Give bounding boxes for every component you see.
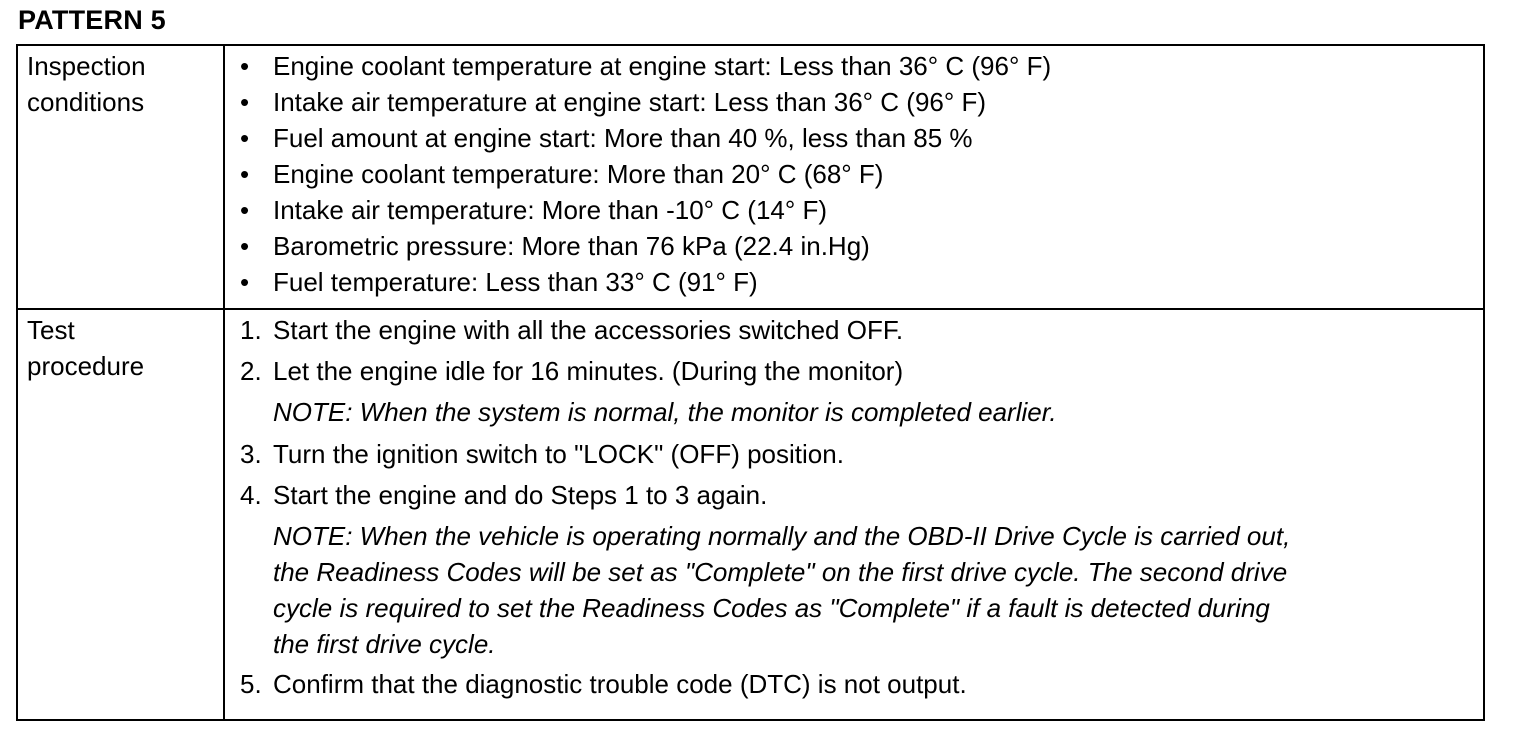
procedure-step (240, 666, 1467, 707)
condition-text: Fuel temperature: Less than 33° C (91° F) (273, 267, 758, 297)
step-number: 5. (240, 669, 262, 699)
condition-item (240, 228, 1467, 264)
step-number: 3. (240, 439, 262, 469)
note-line: the Readiness Codes will be set as "Complete" on the first drive cycle. The second drive (273, 557, 1288, 587)
test-procedure-content (224, 309, 1484, 720)
step-text: Start the engine with all the accessories switched OFF. (273, 315, 904, 345)
condition-item (240, 264, 1467, 300)
procedure-step (240, 477, 1467, 518)
step-text: Confirm that the diagnostic trouble code (DTC) is not output. (273, 669, 967, 699)
bullet-icon: • (240, 159, 250, 189)
conditions-list (240, 48, 1467, 300)
pattern-table (16, 44, 1485, 721)
bullet-icon: • (240, 195, 250, 225)
condition-text: Fuel amount at engine start: More than 40 %, less than 85 % (273, 123, 973, 153)
condition-item (240, 156, 1467, 192)
condition-item (240, 48, 1467, 84)
step-text: Start the engine and do Steps 1 to 3 again. (273, 480, 768, 510)
step-number: 2. (240, 356, 262, 386)
row-label-test-procedure (17, 309, 224, 720)
condition-text: Barometric pressure: More than 76 kPa (22.4 in.Hg) (273, 231, 870, 261)
inspection-conditions-row (17, 45, 1484, 309)
row-label-line: procedure (27, 351, 145, 381)
procedure-step (240, 312, 1467, 353)
step-number: 1. (240, 315, 262, 345)
bullet-icon: • (240, 51, 250, 81)
condition-text: Engine coolant temperature: More than 20° C (68° F) (273, 159, 884, 189)
step-text: Let the engine idle for 16 minutes. (During the monitor) (273, 356, 904, 386)
page-title: PATTERN 5 (18, 5, 166, 35)
condition-text: Intake air temperature: More than -10° C (14° F) (273, 195, 828, 225)
condition-item (240, 192, 1467, 228)
bullet-icon: • (240, 267, 250, 297)
row-label-line: Test (27, 315, 75, 345)
row-label-line: Inspection (27, 51, 146, 81)
test-procedure-row (17, 309, 1484, 720)
condition-text: Intake air temperature at engine start: Less than 36° C (96° F) (273, 87, 987, 117)
note-line: cycle is required to set the Readiness Codes as "Complete" if a fault is detected during (273, 593, 1270, 623)
condition-item (240, 120, 1467, 156)
note-line: NOTE: When the vehicle is operating normally and the OBD-II Drive Cycle is carried out, (273, 521, 1291, 551)
bullet-icon: • (240, 231, 250, 261)
note-line: the first drive cycle. (273, 629, 496, 659)
procedure-note (273, 518, 1467, 666)
condition-text: Engine coolant temperature at engine start: Less than 36° C (96° F) (273, 51, 1052, 81)
condition-item (240, 84, 1467, 120)
procedure-step (240, 436, 1467, 477)
row-label-inspection-conditions (17, 45, 224, 309)
bullet-icon: • (240, 87, 250, 117)
step-number: 4. (240, 480, 262, 510)
procedure-step (240, 353, 1467, 394)
step-text: Turn the ignition switch to "LOCK" (OFF) position. (273, 439, 844, 469)
bullet-icon: • (240, 123, 250, 153)
inspection-conditions-content (224, 45, 1484, 309)
row-label-line: conditions (27, 87, 145, 117)
procedure-steps (240, 312, 1467, 707)
procedure-note: NOTE: When the system is normal, the monitor is completed earlier. (273, 397, 1057, 427)
